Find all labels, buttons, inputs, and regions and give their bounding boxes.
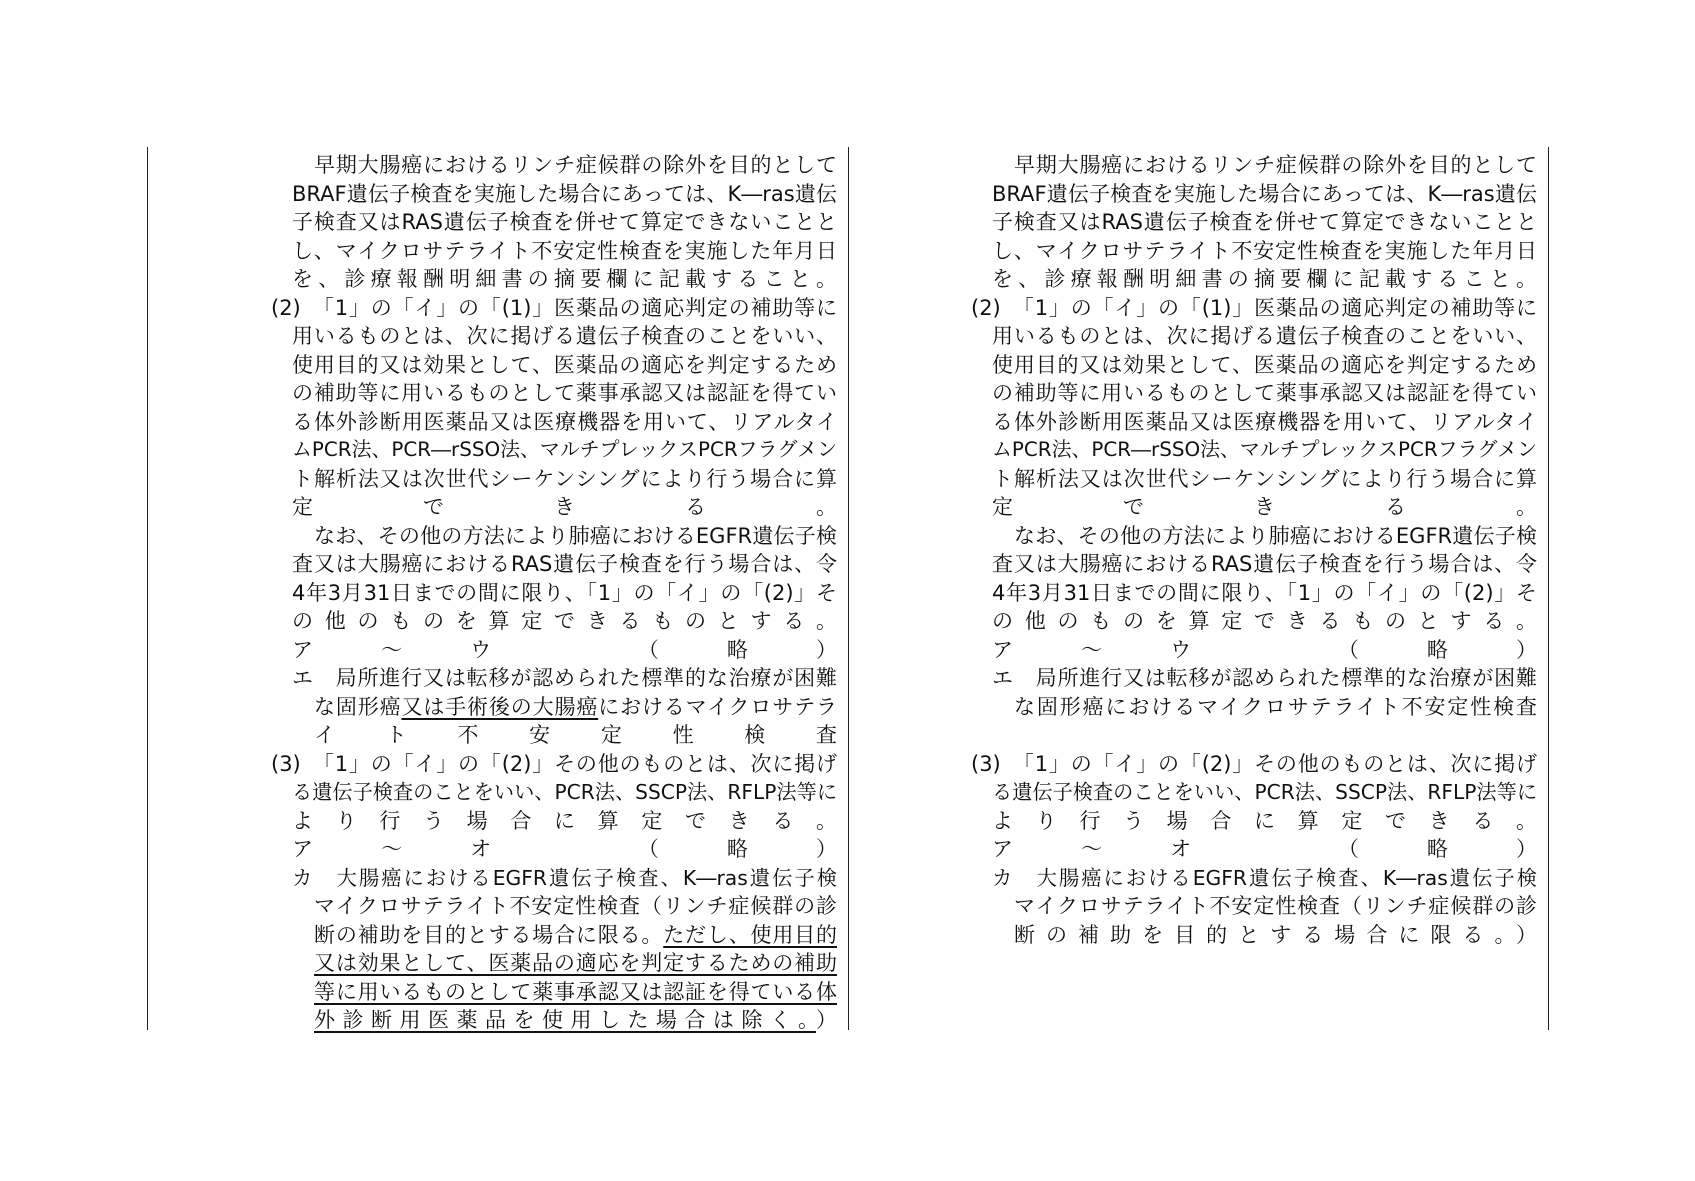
text-segment: マイクロサテライト不安定性検査（リンチ症候群の診 (1014, 894, 1537, 918)
text-line (992, 237, 1537, 266)
text-line (292, 265, 837, 294)
text-line (1014, 693, 1537, 722)
text-line (292, 180, 837, 209)
text-segment: を、診療報酬明細書の摘要欄に記載すること。 (992, 267, 1537, 291)
text-line (992, 465, 1537, 494)
text-segment: (3) 「1」の「イ」の「(2)」その他のものとは、次に掲げ (271, 751, 837, 776)
text-segment: な固形癌 (314, 694, 402, 719)
text-segment: 早期大腸癌におけるリンチ症候群の除外を目的として (314, 153, 837, 177)
text-line (271, 294, 837, 323)
text-segment: ア～ウ （略） (992, 637, 1537, 662)
underlined-revision: 又は手術後の大腸癌 (401, 694, 599, 719)
text-segment: ） (816, 1008, 837, 1032)
text-segment: カ 大腸癌におけるEGFR遺伝子検査、K―ras遺伝子検 (992, 865, 1537, 890)
text-line (292, 208, 837, 237)
text-line (992, 864, 1537, 893)
text-segment: る遺伝子検査のことをいい、PCR法、SSCP法、RFLP法等に (292, 780, 837, 804)
text-line (271, 750, 837, 779)
text-segment: より行う場合に算定できる。 (992, 808, 1537, 833)
text-segment: の補助等に用いるものとして薬事承認又は認証を得てい (992, 381, 1537, 405)
text-line (992, 408, 1537, 437)
text-line (314, 921, 837, 950)
revised-column (147, 147, 849, 1030)
text-line (992, 835, 1537, 864)
text-line (292, 636, 837, 665)
text-segment: し、マイクロサテライト不安定性検査を実施した年月日 (992, 238, 1537, 263)
text-line (992, 493, 1537, 522)
text-segment: 使用目的又は効果として、医薬品の適応を判定するため (992, 352, 1537, 377)
text-segment: の補助等に用いるものとして薬事承認又は認証を得てい (292, 381, 837, 405)
text-segment: 査又は大腸癌におけるRAS遺伝子検査を行う場合は、令 (292, 552, 837, 576)
text-segment: 子検査又はRAS遺伝子検査を併せて算定できないことと (992, 210, 1537, 234)
text-segment: ア～オ （略） (992, 837, 1537, 861)
text-segment: カ 大腸癌におけるEGFR遺伝子検査、K―ras遺伝子検 (292, 865, 837, 890)
underlined-revision: 外診断用医薬品を使用した場合は除く。 (314, 1008, 816, 1032)
text-line (314, 949, 837, 978)
text-line (292, 864, 837, 893)
text-segment: 子検査又はRAS遺伝子検査を併せて算定できないことと (292, 210, 837, 234)
text-segment: ト解析法又は次世代シーケンシングにより行う場合に算 (992, 466, 1537, 491)
text-line (292, 465, 837, 494)
text-segment: 定できる。 (292, 495, 837, 519)
text-segment: 査又は大腸癌におけるRAS遺伝子検査を行う場合は、令 (992, 552, 1537, 576)
text-segment: 用いるものとは、次に掲げる遺伝子検査のことをいい、 (992, 324, 1537, 348)
text-segment: る体外診断用医薬品又は医療機器を用いて、リアルタイ (992, 409, 1537, 434)
text-line (292, 778, 837, 807)
text-segment: 4年3月31日までの間に限り、「1」の「イ」の「(2)」そ (292, 580, 837, 605)
text-segment: 断の補助を目的とする場合に限る。 (314, 922, 664, 947)
underlined-revision: 等に用いるものとして薬事承認又は認証を得ている体 (314, 979, 837, 1004)
text-segment: エ 局所進行又は転移が認められた標準的な治療が困難 (992, 666, 1537, 690)
text-line (992, 379, 1537, 408)
text-line (992, 778, 1537, 807)
text-segment: マイクロサテライト不安定性検査（リンチ症候群の診 (314, 894, 837, 918)
text-segment: BRAF遺伝子検査を実施した場合にあっては、K―ras遺伝 (292, 181, 837, 206)
text-line (971, 750, 1537, 779)
text-line (992, 265, 1537, 294)
text-line (292, 835, 837, 864)
text-segment: より行う場合に算定できる。 (292, 808, 837, 833)
text-line (292, 493, 837, 522)
text-segment: 定できる。 (992, 495, 1537, 519)
text-line (292, 351, 837, 380)
text-line (292, 550, 837, 579)
text-segment: ムPCR法、PCR―rSSO法、マルチプレックスPCRフラグメン (292, 438, 837, 461)
text-line (992, 180, 1537, 209)
text-line (292, 436, 837, 465)
text-line (992, 436, 1537, 465)
text-segment: ムPCR法、PCR―rSSO法、マルチプレックスPCRフラグメン (992, 438, 1537, 461)
text-line (992, 579, 1537, 608)
text-line (971, 294, 1537, 323)
text-line (292, 408, 837, 437)
text-line (314, 721, 837, 750)
text-segment: なお、その他の方法により肺癌におけるEGFR遺伝子検 (314, 523, 837, 548)
text-segment: し、マイクロサテライト不安定性検査を実施した年月日 (292, 238, 837, 263)
text-line (1014, 522, 1537, 551)
text-segment: ト解析法又は次世代シーケンシングにより行う場合に算 (292, 466, 837, 491)
text-segment: エ 局所進行又は転移が認められた標準的な治療が困難 (292, 666, 837, 690)
text-segment: (2) 「1」の「イ」の「(1)」医薬品の適応判定の補助等に (271, 295, 837, 320)
text-line (292, 322, 837, 351)
text-segment: ア～ウ （略） (292, 637, 837, 662)
text-line (314, 978, 837, 1007)
text-line (992, 351, 1537, 380)
text-line (1014, 892, 1537, 921)
text-line (292, 607, 837, 636)
text-segment: イト不安定性検査 (314, 723, 837, 747)
text-line (292, 237, 837, 266)
text-segment: の他のものを算定できるものとする。 (992, 609, 1537, 633)
text-line (992, 636, 1537, 665)
text-line (1014, 721, 1537, 750)
text-line (992, 322, 1537, 351)
text-segment: る体外診断用医薬品又は医療機器を用いて、リアルタイ (292, 409, 837, 434)
text-line (992, 807, 1537, 836)
text-line (292, 664, 837, 693)
text-segment: 早期大腸癌におけるリンチ症候群の除外を目的として (1014, 153, 1537, 177)
text-line (1014, 151, 1537, 180)
text-segment: BRAF遺伝子検査を実施した場合にあっては、K―ras遺伝 (992, 181, 1537, 206)
text-line (292, 379, 837, 408)
text-segment: (2) 「1」の「イ」の「(1)」医薬品の適応判定の補助等に (971, 295, 1537, 320)
text-line (314, 892, 837, 921)
text-line (992, 208, 1537, 237)
text-segment: 使用目的又は効果として、医薬品の適応を判定するため (292, 352, 837, 377)
text-line (314, 522, 837, 551)
text-segment: におけるマイクロサテラ (598, 694, 837, 719)
text-line (1014, 921, 1537, 950)
text-line (292, 579, 837, 608)
current-column (848, 147, 1549, 1030)
text-segment: なお、その他の方法により肺癌におけるEGFR遺伝子検 (1014, 523, 1537, 548)
underlined-revision: ただし、使用目的 (663, 922, 837, 947)
text-line (314, 1006, 837, 1035)
text-segment: を、診療報酬明細書の摘要欄に記載すること。 (292, 267, 837, 291)
text-segment: な固形癌におけるマイクロサテライト不安定性検査 (1014, 694, 1537, 719)
text-segment: の他のものを算定できるものとする。 (292, 609, 837, 633)
text-line (314, 151, 837, 180)
text-segment: 断の補助を目的とする場合に限る。） (1014, 922, 1537, 947)
text-line (292, 807, 837, 836)
text-segment: 4年3月31日までの間に限り、「1」の「イ」の「(2)」そ (992, 580, 1537, 605)
text-line (314, 693, 837, 722)
text-segment: 用いるものとは、次に掲げる遺伝子検査のことをいい、 (292, 324, 837, 348)
underlined-revision: 又は効果として、医薬品の適応を判定するための補助 (314, 951, 837, 975)
text-line (992, 607, 1537, 636)
text-segment: る遺伝子検査のことをいい、PCR法、SSCP法、RFLP法等に (992, 780, 1537, 804)
text-segment: ア～オ （略） (292, 837, 837, 861)
text-line (992, 664, 1537, 693)
text-line (992, 550, 1537, 579)
text-segment: (3) 「1」の「イ」の「(2)」その他のものとは、次に掲げ (971, 751, 1537, 776)
